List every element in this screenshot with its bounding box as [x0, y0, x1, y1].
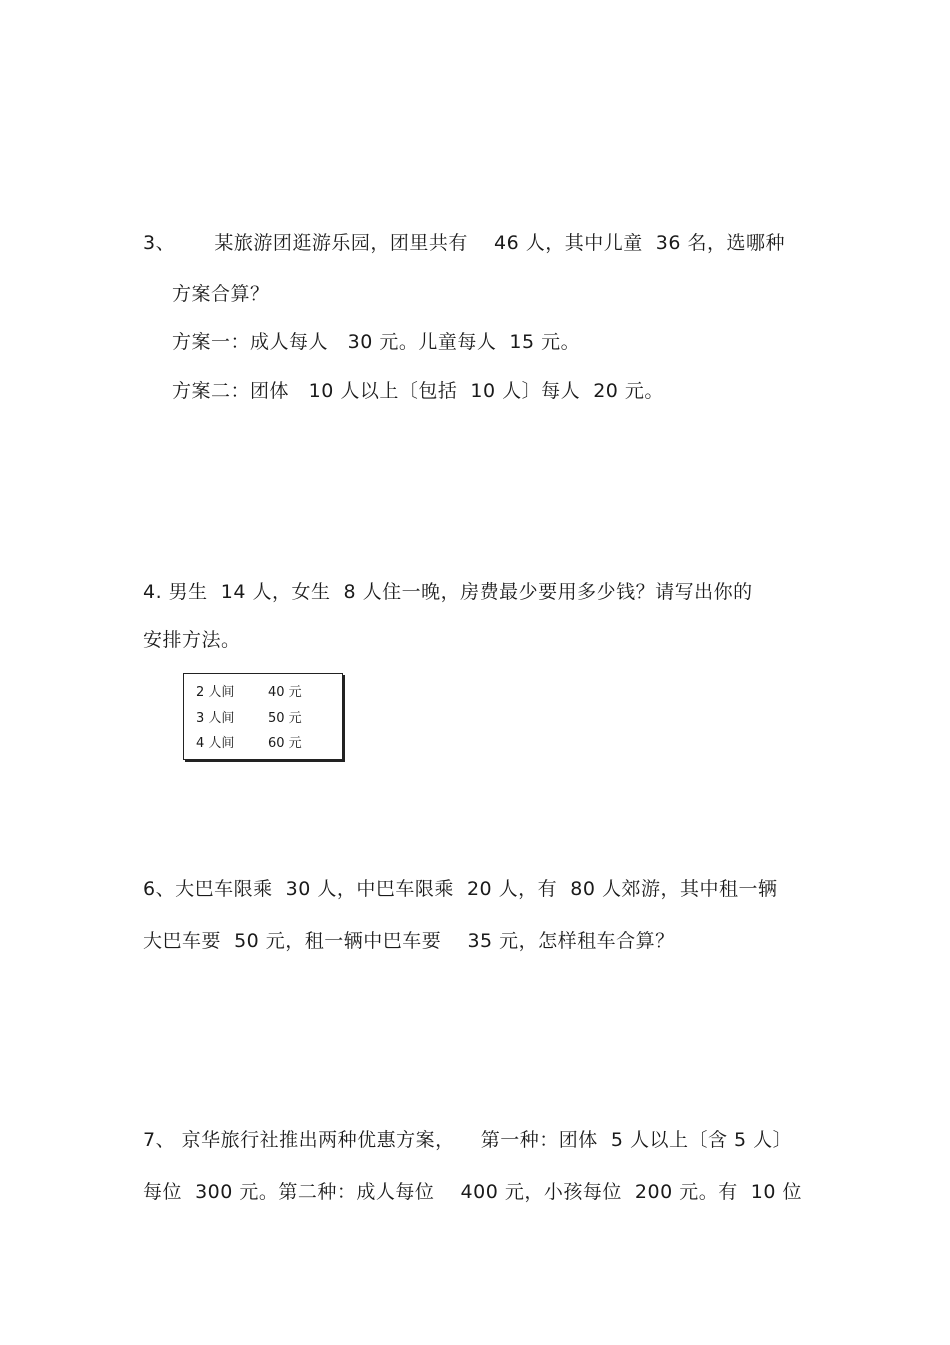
- room-type: 2 人间: [196, 685, 235, 700]
- rate-row: [196, 736, 302, 752]
- q3-line-1: 3、 某旅游团逛游乐园，团里共有 46 人，其中儿童 36 名，选哪种: [143, 232, 785, 254]
- q4-line-2: 安排方法。: [143, 629, 241, 651]
- room-price: 50 元: [268, 711, 302, 726]
- q6-line-2: 大巴车要 50 元，租一辆中巴车要 35 元，怎样租车合算？: [143, 930, 675, 952]
- q3-plan-two: 方案二：团体 10 人以上〔包括 10 人〕每人 20 元。: [172, 380, 664, 402]
- room-price: 60 元: [268, 736, 302, 751]
- room-type: 3 人间: [196, 711, 235, 726]
- room-type: 4 人间: [196, 736, 235, 751]
- rate-row: [196, 711, 302, 727]
- q6-line-1: 6、大巴车限乘 30 人，中巴车限乘 20 人，有 80 人郊游，其中租一辆: [143, 878, 778, 900]
- q3-line-2: 方案合算？: [172, 283, 270, 305]
- q7-line-2: 每位 300 元。第二种：成人每位 400 元，小孩每位 200 元。有 10 位: [143, 1181, 803, 1203]
- q4-line-1: 4. 男生 14 人，女生 8 人住一晚，房费最少要用多少钱？请写出你的: [143, 581, 753, 603]
- rate-row: [196, 685, 302, 701]
- room-price: 40 元: [268, 685, 302, 700]
- q3-plan-one: 方案一：成人每人 30 元。儿童每人 15 元。: [172, 331, 581, 353]
- room-rate-table: [183, 673, 343, 760]
- q7-line-1: 7、 京华旅行社推出两种优惠方案， 第一种：团体 5 人以上〔含 5 人〕: [143, 1129, 793, 1151]
